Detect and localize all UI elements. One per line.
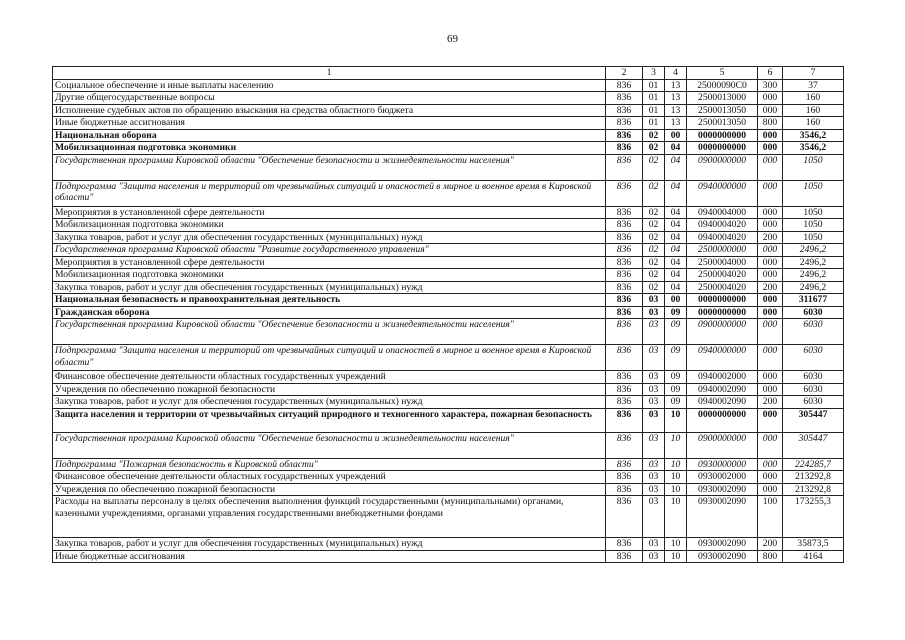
amount-cell: 6030 [783, 371, 844, 384]
expense-name-cell: Расходы на выплаты персоналу в целях обеспечения выполнения функций государственными (муниципальными) органами, казенными учреждениями, органами управления государственными внебюджетными фондами [53, 496, 606, 538]
admin-code-cell: 836 [606, 396, 643, 409]
expense-name-cell: Закупка товаров, работ и услуг для обеспечения государственных (муниципальных) нужд [53, 281, 606, 294]
amount-cell: 6030 [783, 345, 844, 371]
header-cell: 7 [783, 67, 844, 80]
expense-name-cell: Государственная программа Кировской области "Обеспечение безопасности и жизнедеятельности населения" [53, 432, 606, 458]
admin-code-cell: 836 [606, 281, 643, 294]
target-code-cell: 2500004000 [687, 256, 758, 269]
section-code-cell: 03 [643, 345, 665, 371]
subsection-code-cell: 10 [665, 432, 687, 458]
admin-code-cell: 836 [606, 244, 643, 257]
expense-name-cell: Национальная оборона [53, 129, 606, 142]
target-code-cell: 2500013050 [687, 117, 758, 130]
admin-code-cell: 836 [606, 219, 643, 232]
amount-cell: 6030 [783, 306, 844, 319]
amount-cell: 305447 [783, 432, 844, 458]
table-row [53, 154, 844, 180]
subsection-code-cell: 13 [665, 79, 687, 92]
section-code-cell: 02 [643, 219, 665, 232]
section-code-cell: 01 [643, 79, 665, 92]
table-row [53, 281, 844, 294]
expense-type-cell: 000 [758, 154, 783, 180]
table-row [53, 496, 844, 538]
section-code-cell: 03 [643, 483, 665, 496]
target-code-cell: 0940000000 [687, 180, 758, 206]
section-code-cell: 03 [643, 471, 665, 484]
expense-name-cell: Исполнение судебных актов по обращению взыскания на средства областного бюджета [53, 104, 606, 117]
subsection-code-cell: 10 [665, 538, 687, 551]
admin-code-cell: 836 [606, 256, 643, 269]
table-row [53, 117, 844, 130]
table-row [53, 396, 844, 409]
expense-type-cell: 800 [758, 117, 783, 130]
table-row [53, 104, 844, 117]
section-code-cell: 03 [643, 432, 665, 458]
table-row [53, 458, 844, 471]
table-row [53, 206, 844, 219]
expense-type-cell: 800 [758, 550, 783, 563]
admin-code-cell: 836 [606, 408, 643, 432]
target-code-cell: 2500004020 [687, 269, 758, 282]
subsection-code-cell: 13 [665, 117, 687, 130]
expense-name-cell: Мобилизационная подготовка экономики [53, 269, 606, 282]
amount-cell: 2496,2 [783, 281, 844, 294]
target-code-cell: 0900000000 [687, 319, 758, 345]
section-code-cell: 02 [643, 256, 665, 269]
amount-cell: 1050 [783, 180, 844, 206]
expense-name-cell: Мобилизационная подготовка экономики [53, 142, 606, 155]
expense-name-cell: Учреждения по обеспечению пожарной безопасности [53, 383, 606, 396]
expense-type-cell: 000 [758, 104, 783, 117]
expense-type-cell: 000 [758, 92, 783, 105]
amount-cell: 3546,2 [783, 129, 844, 142]
table-row [53, 319, 844, 345]
admin-code-cell: 836 [606, 319, 643, 345]
expense-type-cell: 200 [758, 231, 783, 244]
expense-type-cell: 000 [758, 319, 783, 345]
target-code-cell: 0900000000 [687, 154, 758, 180]
expense-type-cell: 000 [758, 129, 783, 142]
expense-name-cell: Мероприятия в установленной сфере деятельности [53, 256, 606, 269]
section-code-cell: 03 [643, 306, 665, 319]
admin-code-cell: 836 [606, 483, 643, 496]
table-row [53, 92, 844, 105]
amount-cell: 1050 [783, 231, 844, 244]
expense-type-cell: 000 [758, 244, 783, 257]
admin-code-cell: 836 [606, 154, 643, 180]
expense-type-cell: 200 [758, 538, 783, 551]
target-code-cell: 0000000000 [687, 129, 758, 142]
amount-cell: 2496,2 [783, 269, 844, 282]
header-cell: 2 [606, 67, 643, 80]
target-code-cell: 0000000000 [687, 142, 758, 155]
amount-cell: 160 [783, 92, 844, 105]
subsection-code-cell: 10 [665, 496, 687, 538]
amount-cell: 213292,8 [783, 471, 844, 484]
expense-name-cell: Защита населения и территории от чрезвычайных ситуаций природного и техногенного характера, пожарная безопасность [53, 408, 606, 432]
admin-code-cell: 836 [606, 206, 643, 219]
subsection-code-cell: 09 [665, 383, 687, 396]
table-row [53, 550, 844, 563]
section-code-cell: 01 [643, 117, 665, 130]
subsection-code-cell: 09 [665, 345, 687, 371]
expense-name-cell: Подпрограмма "Защита населения и территорий от чрезвычайных ситуаций и опасностей в мирное и военное время в Кировской области" [53, 345, 606, 371]
expense-type-cell: 000 [758, 306, 783, 319]
admin-code-cell: 836 [606, 471, 643, 484]
header-cell: 6 [758, 67, 783, 80]
subsection-code-cell: 00 [665, 294, 687, 307]
expense-name-cell: Закупка товаров, работ и услуг для обеспечения государственных (муниципальных) нужд [53, 231, 606, 244]
subsection-code-cell: 04 [665, 231, 687, 244]
admin-code-cell: 836 [606, 538, 643, 551]
table-row [53, 538, 844, 551]
amount-cell: 6030 [783, 396, 844, 409]
table-body [53, 67, 844, 563]
amount-cell: 173255,3 [783, 496, 844, 538]
target-code-cell: 0930002090 [687, 483, 758, 496]
table-row [53, 244, 844, 257]
target-code-cell: 25000090С0 [687, 79, 758, 92]
section-code-cell: 03 [643, 408, 665, 432]
target-code-cell: 0930002090 [687, 496, 758, 538]
expense-type-cell: 000 [758, 269, 783, 282]
expense-type-cell: 000 [758, 256, 783, 269]
target-code-cell: 0940000000 [687, 345, 758, 371]
section-code-cell: 02 [643, 129, 665, 142]
admin-code-cell: 836 [606, 129, 643, 142]
expense-type-cell: 000 [758, 483, 783, 496]
target-code-cell: 0940002090 [687, 396, 758, 409]
section-code-cell: 01 [643, 104, 665, 117]
admin-code-cell: 836 [606, 371, 643, 384]
expense-name-cell: Государственная программа Кировской области "Обеспечение безопасности и жизнедеятельности населения" [53, 319, 606, 345]
expense-name-cell: Подпрограмма "Защита населения и территорий от чрезвычайных ситуаций и опасностей в мирное и военное время в Кировской области" [53, 180, 606, 206]
table-row [53, 345, 844, 371]
expense-name-cell: Мобилизационная подготовка экономики [53, 219, 606, 232]
admin-code-cell: 836 [606, 383, 643, 396]
expense-name-cell: Государственная программа Кировской области "Развитие государственного управления" [53, 244, 606, 257]
table-row [53, 294, 844, 307]
target-code-cell: 2500004020 [687, 281, 758, 294]
section-code-cell: 03 [643, 383, 665, 396]
section-code-cell: 03 [643, 538, 665, 551]
section-code-cell: 03 [643, 396, 665, 409]
admin-code-cell: 836 [606, 117, 643, 130]
expense-type-cell: 000 [758, 471, 783, 484]
amount-cell: 160 [783, 104, 844, 117]
table-row [53, 129, 844, 142]
amount-cell: 3546,2 [783, 142, 844, 155]
subsection-code-cell: 04 [665, 154, 687, 180]
expense-type-cell: 000 [758, 180, 783, 206]
admin-code-cell: 836 [606, 458, 643, 471]
admin-code-cell: 836 [606, 496, 643, 538]
subsection-code-cell: 10 [665, 458, 687, 471]
expense-type-cell: 000 [758, 219, 783, 232]
subsection-code-cell: 04 [665, 142, 687, 155]
target-code-cell: 0930002090 [687, 550, 758, 563]
amount-cell: 224285,7 [783, 458, 844, 471]
amount-cell: 37 [783, 79, 844, 92]
expense-name-cell: Гражданская оборона [53, 306, 606, 319]
section-code-cell: 03 [643, 458, 665, 471]
target-code-cell: 0000000000 [687, 306, 758, 319]
admin-code-cell: 836 [606, 92, 643, 105]
expense-type-cell: 000 [758, 142, 783, 155]
expense-name-cell: Закупка товаров, работ и услуг для обеспечения государственных (муниципальных) нужд [53, 396, 606, 409]
expense-type-cell: 000 [758, 345, 783, 371]
admin-code-cell: 836 [606, 79, 643, 92]
target-code-cell: 0900000000 [687, 432, 758, 458]
subsection-code-cell: 04 [665, 180, 687, 206]
expense-name-cell: Финансовое обеспечение деятельности областных государственных учреждений [53, 471, 606, 484]
target-code-cell: 0000000000 [687, 408, 758, 432]
expense-type-cell: 100 [758, 496, 783, 538]
target-code-cell: 2500013050 [687, 104, 758, 117]
section-code-cell: 02 [643, 154, 665, 180]
amount-cell: 2496,2 [783, 256, 844, 269]
subsection-code-cell: 04 [665, 244, 687, 257]
section-code-cell: 02 [643, 180, 665, 206]
budget-table [52, 66, 844, 563]
target-code-cell: 0940004020 [687, 219, 758, 232]
expense-name-cell: Социальное обеспечение и иные выплаты населению [53, 79, 606, 92]
section-code-cell: 03 [643, 371, 665, 384]
section-code-cell: 03 [643, 319, 665, 345]
expense-name-cell: Подпрограмма "Пожарная безопасность в Кировской области" [53, 458, 606, 471]
subsection-code-cell: 09 [665, 371, 687, 384]
target-code-cell: 0940002090 [687, 383, 758, 396]
admin-code-cell: 836 [606, 306, 643, 319]
expense-type-cell: 200 [758, 396, 783, 409]
expense-type-cell: 300 [758, 79, 783, 92]
section-code-cell: 02 [643, 231, 665, 244]
target-code-cell: 0930002090 [687, 538, 758, 551]
section-code-cell: 02 [643, 281, 665, 294]
expense-type-cell: 000 [758, 371, 783, 384]
expense-type-cell: 200 [758, 281, 783, 294]
target-code-cell: 0930002000 [687, 471, 758, 484]
amount-cell: 1050 [783, 154, 844, 180]
target-code-cell: 2500013000 [687, 92, 758, 105]
amount-cell: 6030 [783, 383, 844, 396]
header-cell: 1 [53, 67, 606, 80]
section-code-cell: 03 [643, 496, 665, 538]
subsection-code-cell: 10 [665, 550, 687, 563]
subsection-code-cell: 10 [665, 471, 687, 484]
table-header-row [53, 67, 844, 80]
section-code-cell: 02 [643, 269, 665, 282]
section-code-cell: 01 [643, 92, 665, 105]
subsection-code-cell: 09 [665, 396, 687, 409]
expense-name-cell: Учреждения по обеспечению пожарной безопасности [53, 483, 606, 496]
expense-name-cell: Национальная безопасность и правоохранительная деятельность [53, 294, 606, 307]
subsection-code-cell: 09 [665, 319, 687, 345]
amount-cell: 305447 [783, 408, 844, 432]
expense-type-cell: 000 [758, 294, 783, 307]
table-row [53, 79, 844, 92]
table-row [53, 306, 844, 319]
table-row [53, 408, 844, 432]
table-row [53, 180, 844, 206]
amount-cell: 35873,5 [783, 538, 844, 551]
subsection-code-cell: 10 [665, 408, 687, 432]
target-code-cell: 0940004020 [687, 231, 758, 244]
expense-type-cell: 000 [758, 458, 783, 471]
header-cell: 5 [687, 67, 758, 80]
table-row [53, 483, 844, 496]
section-code-cell: 02 [643, 206, 665, 219]
subsection-code-cell: 00 [665, 129, 687, 142]
expense-type-cell: 000 [758, 206, 783, 219]
section-code-cell: 03 [643, 294, 665, 307]
header-cell: 3 [643, 67, 665, 80]
target-code-cell: 0940004000 [687, 206, 758, 219]
expense-name-cell: Иные бюджетные ассигнования [53, 117, 606, 130]
amount-cell: 6030 [783, 319, 844, 345]
amount-cell: 160 [783, 117, 844, 130]
subsection-code-cell: 04 [665, 219, 687, 232]
admin-code-cell: 836 [606, 345, 643, 371]
subsection-code-cell: 04 [665, 269, 687, 282]
expense-name-cell: Мероприятия в установленной сфере деятельности [53, 206, 606, 219]
admin-code-cell: 836 [606, 142, 643, 155]
admin-code-cell: 836 [606, 294, 643, 307]
table-row [53, 471, 844, 484]
expense-type-cell: 000 [758, 383, 783, 396]
amount-cell: 4164 [783, 550, 844, 563]
admin-code-cell: 836 [606, 269, 643, 282]
section-code-cell: 02 [643, 244, 665, 257]
table-row [53, 256, 844, 269]
amount-cell: 213292,8 [783, 483, 844, 496]
subsection-code-cell: 09 [665, 306, 687, 319]
target-code-cell: 0000000000 [687, 294, 758, 307]
subsection-code-cell: 04 [665, 281, 687, 294]
table-row [53, 142, 844, 155]
expense-name-cell: Другие общегосударственные вопросы [53, 92, 606, 105]
subsection-code-cell: 04 [665, 206, 687, 219]
table-row [53, 371, 844, 384]
admin-code-cell: 836 [606, 104, 643, 117]
target-code-cell: 0930000000 [687, 458, 758, 471]
table-row [53, 383, 844, 396]
section-code-cell: 03 [643, 550, 665, 563]
admin-code-cell: 836 [606, 231, 643, 244]
admin-code-cell: 836 [606, 180, 643, 206]
table-row [53, 219, 844, 232]
admin-code-cell: 836 [606, 550, 643, 563]
expense-name-cell: Закупка товаров, работ и услуг для обеспечения государственных (муниципальных) нужд [53, 538, 606, 551]
subsection-code-cell: 13 [665, 104, 687, 117]
target-code-cell: 2500000000 [687, 244, 758, 257]
expense-name-cell: Финансовое обеспечение деятельности областных государственных учреждений [53, 371, 606, 384]
table-row [53, 231, 844, 244]
amount-cell: 311677 [783, 294, 844, 307]
page-number: 69 [447, 33, 458, 45]
table-row [53, 432, 844, 458]
expense-name-cell: Иные бюджетные ассигнования [53, 550, 606, 563]
subsection-code-cell: 10 [665, 483, 687, 496]
target-code-cell: 0940002000 [687, 371, 758, 384]
expense-type-cell: 000 [758, 408, 783, 432]
header-cell: 4 [665, 67, 687, 80]
subsection-code-cell: 04 [665, 256, 687, 269]
admin-code-cell: 836 [606, 432, 643, 458]
section-code-cell: 02 [643, 142, 665, 155]
expense-type-cell: 000 [758, 432, 783, 458]
expense-name-cell: Государственная программа Кировской области "Обеспечение безопасности и жизнедеятельности населения" [53, 154, 606, 180]
subsection-code-cell: 13 [665, 92, 687, 105]
amount-cell: 1050 [783, 219, 844, 232]
table-row [53, 269, 844, 282]
amount-cell: 1050 [783, 206, 844, 219]
amount-cell: 2496,2 [783, 244, 844, 257]
